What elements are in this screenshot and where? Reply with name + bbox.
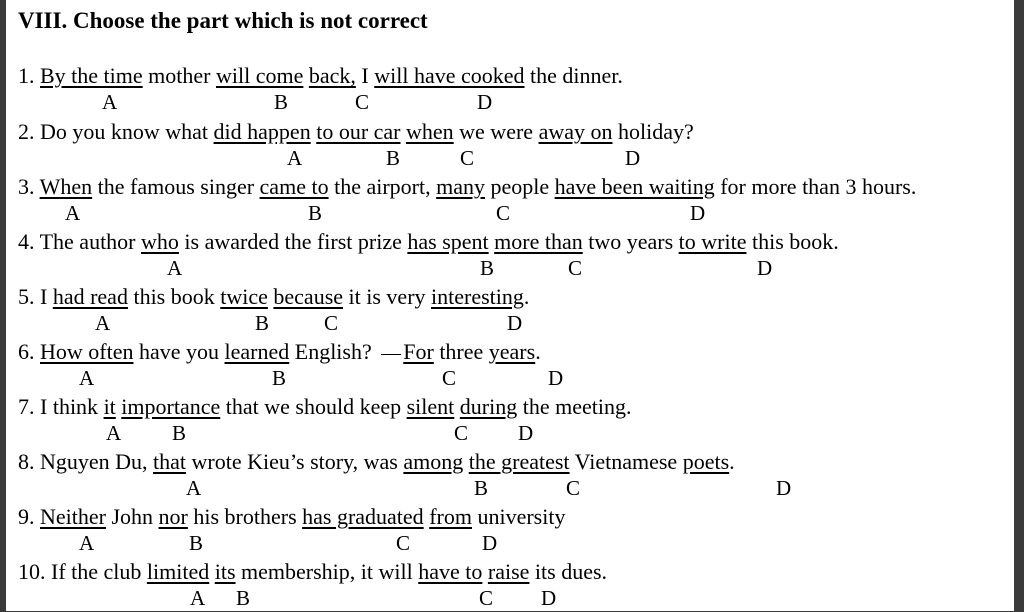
option-letter-a: A bbox=[79, 531, 95, 555]
question-number: 10. bbox=[18, 559, 46, 584]
option-letter-c: C bbox=[479, 586, 494, 610]
underlined-part: For bbox=[403, 339, 434, 364]
underlined-part: among bbox=[403, 449, 464, 474]
option-letter-a: A bbox=[190, 586, 206, 610]
sentence-text: that we should keep bbox=[220, 394, 407, 419]
sentence-text: holiday? bbox=[612, 119, 694, 144]
sentence-text: we were bbox=[453, 119, 539, 144]
question-sentence bbox=[18, 448, 735, 476]
option-letter-b: B bbox=[272, 366, 287, 390]
option-letter-b: B bbox=[474, 476, 489, 500]
question-item bbox=[6, 228, 1014, 282]
option-letter-d: D bbox=[482, 531, 498, 555]
sentence-text: the famous singer bbox=[92, 174, 260, 199]
question-item bbox=[6, 448, 1014, 502]
option-letter-a: A bbox=[106, 421, 122, 445]
underlined-part: who bbox=[141, 229, 179, 254]
underlined-part: that bbox=[153, 449, 187, 474]
question-sentence bbox=[18, 118, 694, 146]
underlined-part: silent bbox=[406, 394, 455, 419]
sentence-text: wrote Kieu’s story, was bbox=[186, 449, 404, 474]
option-letter-c: C bbox=[496, 201, 511, 225]
underlined-part: did happen bbox=[213, 119, 311, 144]
question-item bbox=[6, 503, 1014, 557]
question-sentence bbox=[18, 173, 916, 201]
sentence-text: it is very bbox=[343, 284, 432, 309]
question-number: 2. bbox=[18, 119, 35, 144]
underlined-part: when bbox=[406, 119, 454, 144]
sentence-text: I think bbox=[34, 394, 104, 419]
option-letter-c: C bbox=[568, 256, 583, 280]
underlined-part: more than bbox=[494, 229, 583, 254]
option-letter-c: C bbox=[396, 531, 411, 555]
underlined-part: raise bbox=[487, 559, 530, 584]
option-letter-c: C bbox=[355, 90, 370, 114]
option-letter-b: B bbox=[172, 421, 187, 445]
option-letter-b: B bbox=[274, 90, 289, 114]
sentence-text: its dues. bbox=[529, 559, 608, 584]
underlined-part: will come bbox=[215, 63, 304, 88]
sentence-text: two years bbox=[582, 229, 679, 254]
option-letter-d: D bbox=[541, 586, 557, 610]
sentence-text: the airport, bbox=[328, 174, 437, 199]
question-sentence bbox=[18, 62, 623, 90]
sentence-text: have you bbox=[133, 339, 225, 364]
question-number: 4. bbox=[18, 229, 35, 254]
option-letter-c: C bbox=[442, 366, 457, 390]
underlined-part: its bbox=[214, 559, 236, 584]
underlined-part: back, bbox=[308, 63, 356, 88]
option-letter-a: A bbox=[79, 366, 95, 390]
sentence-text: English? bbox=[289, 339, 378, 364]
option-letter-a: A bbox=[95, 311, 111, 335]
underlined-part: because bbox=[273, 284, 344, 309]
sentence-text: is awarded the first prize bbox=[178, 229, 408, 254]
option-letter-b: B bbox=[480, 256, 495, 280]
sentence-text: . bbox=[523, 284, 530, 309]
answer-dash bbox=[381, 354, 401, 355]
sentence-text: membership, it will bbox=[235, 559, 419, 584]
question-sentence bbox=[18, 228, 839, 256]
underlined-part: from bbox=[429, 504, 472, 529]
option-letter-c: C bbox=[454, 421, 469, 445]
question-item bbox=[6, 118, 1014, 172]
underlined-part: interesting bbox=[431, 284, 524, 309]
sentence-text: people bbox=[485, 174, 555, 199]
sentence-text: . bbox=[729, 449, 735, 474]
option-letter-b: B bbox=[308, 201, 323, 225]
option-letter-d: D bbox=[477, 90, 493, 114]
underlined-part: to our car bbox=[316, 119, 401, 144]
option-letter-d: D bbox=[518, 421, 534, 445]
question-item bbox=[6, 173, 1014, 227]
underlined-part: Neither bbox=[40, 504, 106, 529]
sentence-text: Do you know what bbox=[34, 119, 214, 144]
question-item bbox=[6, 558, 1014, 612]
underlined-part: the greatest bbox=[468, 449, 570, 474]
underlined-part: years bbox=[488, 339, 536, 364]
question-sentence bbox=[18, 503, 565, 531]
underlined-part: twice bbox=[220, 284, 268, 309]
option-letter-d: D bbox=[625, 146, 641, 170]
underlined-part: have to bbox=[418, 559, 483, 584]
sentence-text: I bbox=[355, 63, 375, 88]
underlined-part: during bbox=[459, 394, 518, 419]
option-letter-c: C bbox=[324, 311, 339, 335]
option-letter-c: C bbox=[566, 476, 581, 500]
underlined-part: have been waiting bbox=[554, 174, 715, 199]
sentence-text: for more than 3 hours. bbox=[714, 174, 917, 199]
option-letter-b: B bbox=[255, 311, 270, 335]
question-item bbox=[6, 283, 1014, 337]
underlined-part: had read bbox=[52, 284, 128, 309]
option-letter-a: A bbox=[65, 201, 81, 225]
sentence-text: this book bbox=[127, 284, 221, 309]
sentence-text: his brothers bbox=[187, 504, 303, 529]
question-number: 8. bbox=[18, 449, 35, 474]
question-item bbox=[6, 62, 1014, 116]
underlined-part: When bbox=[39, 174, 93, 199]
option-letter-b: B bbox=[236, 586, 251, 610]
underlined-part: How often bbox=[40, 339, 134, 364]
sentence-text: three bbox=[433, 339, 489, 364]
sentence-text: Vietnamese bbox=[569, 449, 683, 474]
question-sentence bbox=[18, 338, 541, 366]
question-number: 6. bbox=[18, 339, 35, 364]
question-number: 3. bbox=[18, 174, 35, 199]
section-heading: VIII. Choose the part which is not correct bbox=[18, 8, 428, 33]
underlined-part: has graduated bbox=[302, 504, 424, 529]
sentence-text: the dinner. bbox=[524, 63, 623, 88]
option-letter-d: D bbox=[548, 366, 564, 390]
question-sentence bbox=[18, 283, 529, 311]
option-letter-a: A bbox=[102, 90, 118, 114]
underlined-part: to write bbox=[678, 229, 747, 254]
sentence-text: the meeting. bbox=[517, 394, 632, 419]
option-letter-b: B bbox=[189, 531, 204, 555]
underlined-part: learned bbox=[224, 339, 290, 364]
sentence-text: mother bbox=[142, 63, 216, 88]
question-number: 5. bbox=[18, 284, 35, 309]
option-letter-d: D bbox=[776, 476, 792, 500]
question-number: 1. bbox=[18, 63, 35, 88]
sentence-text: The author bbox=[34, 229, 142, 254]
sentence-text: this book. bbox=[746, 229, 839, 254]
option-letter-d: D bbox=[690, 201, 706, 225]
sentence-text: . bbox=[535, 339, 541, 364]
underlined-part: it bbox=[103, 394, 116, 419]
option-letter-a: A bbox=[287, 146, 303, 170]
option-letter-c: C bbox=[460, 146, 475, 170]
underlined-part: By the time bbox=[40, 63, 143, 88]
question-number: 7. bbox=[18, 394, 35, 419]
underlined-part: many bbox=[436, 174, 485, 199]
underlined-part: limited bbox=[146, 559, 210, 584]
sentence-text: I bbox=[34, 284, 53, 309]
sentence-text: John bbox=[105, 504, 159, 529]
underlined-part: has spent bbox=[407, 229, 489, 254]
question-item bbox=[6, 338, 1014, 392]
underlined-part: poets bbox=[682, 449, 730, 474]
option-letter-d: D bbox=[757, 256, 773, 280]
underlined-part: importance bbox=[121, 394, 221, 419]
option-letter-a: A bbox=[167, 256, 183, 280]
question-item bbox=[6, 393, 1014, 447]
question-sentence bbox=[18, 558, 607, 586]
underlined-part: came to bbox=[259, 174, 329, 199]
sentence-text: university bbox=[471, 504, 566, 529]
sentence-text: Nguyen Du, bbox=[34, 449, 154, 474]
option-letter-a: A bbox=[186, 476, 202, 500]
underlined-part: nor bbox=[158, 504, 188, 529]
sentence-text: If the club bbox=[45, 559, 147, 584]
question-sentence bbox=[18, 393, 632, 421]
question-number: 9. bbox=[18, 504, 35, 529]
underlined-part: will have cooked bbox=[374, 63, 525, 88]
worksheet-page bbox=[6, 0, 1014, 611]
underlined-part: away on bbox=[538, 119, 613, 144]
option-letter-d: D bbox=[507, 311, 523, 335]
option-letter-b: B bbox=[386, 146, 401, 170]
